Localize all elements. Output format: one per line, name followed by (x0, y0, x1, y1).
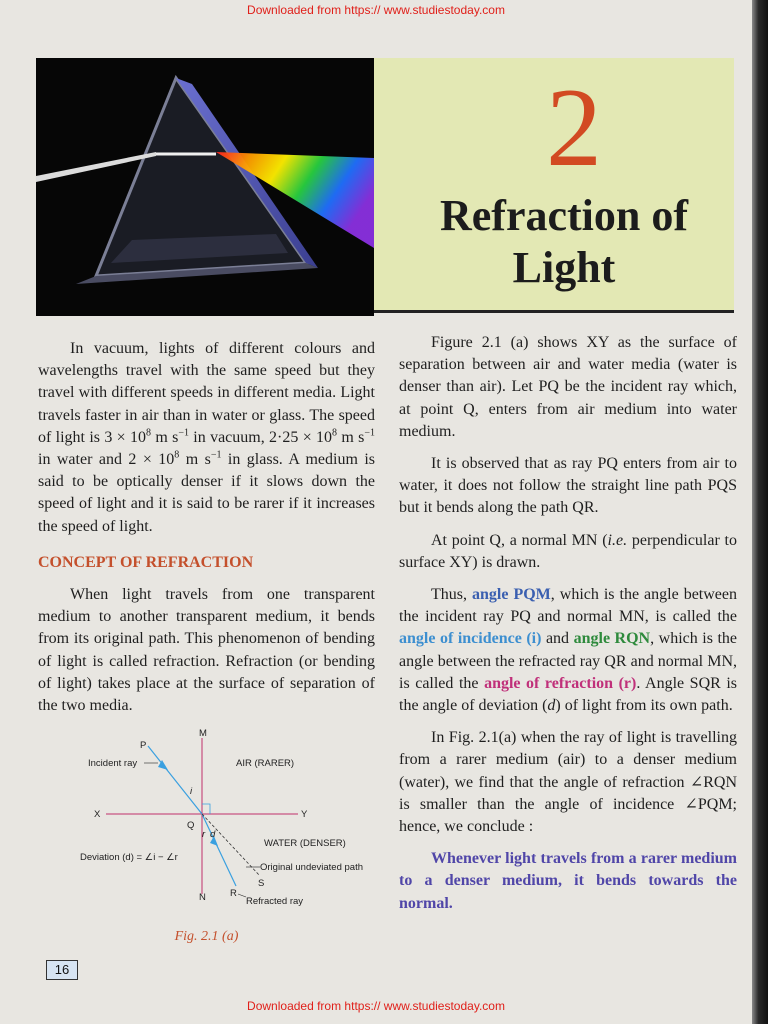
figure-caption: Fig. 2.1 (a) (174, 929, 239, 944)
paragraph-rarer-to-denser: In Fig. 2.1(a) when the ray of light is travelling from a rarer medium (air) to a denser medium (water), we find that the angle of refraction ∠RQN is smaller than the angle of incidence ∠PQM; hence, we conclude : (399, 729, 737, 836)
label-X: X (94, 809, 101, 820)
label-i: i (190, 786, 193, 797)
label-Q: Q (187, 820, 195, 831)
left-column (38, 338, 375, 717)
label-R: R (230, 888, 237, 899)
label-N: N (199, 892, 206, 903)
chapter-title-line1: Refraction of (439, 191, 688, 240)
chapter-title-line2: Light (512, 243, 616, 292)
paragraph-speed-of-light: In vacuum, lights of different colours and wavelengths travel with the same speed but they travel with different speeds in different media. Light travels faster in air than in water or glass. The speed of light is $3 \times 10^8$ m $s^{-1}$ in vacuum, $2\cdot 25 \times 10^8$ m $s^{-1}$ in water and $2 \times 10^8$ m $s^{-1}$ in glass. A medium is said to be optically denser if it slows down the speed of light and it is said to be rarer if it increases the speed of light. (38, 340, 376, 535)
paragraph-refraction-definition: When light travels from one transparent medium to another transparent medium, it bends from its original path. This phenomenon of bending of light is called refraction. Refraction (or bending of light) takes place at the surface of separation of the two media. (38, 586, 375, 715)
label-water: WATER (DENSER) (264, 838, 346, 849)
label-incident-ray: Incident ray (88, 758, 138, 769)
label-refracted-ray: Refracted ray (246, 896, 304, 907)
label-S: S (258, 878, 265, 889)
chapter-number: 2 (546, 66, 602, 190)
label-air: AIR (RARER) (236, 758, 295, 769)
paragraph-angles: Thus, angle PQM, which is the angle between the incident ray PQ and normal MN, is called the angle of incidence (i) and angle RQN, which is the angle between the refracted ray QR and normal MN, is called the angle of refraction (r). Angle SQR is the angle of deviation (d) of light from its own path. (399, 586, 738, 715)
label-Y: Y (301, 809, 308, 820)
watermark-top[interactable]: Downloaded from https:// www.studiestoday.com (247, 3, 505, 17)
label-r: r (202, 829, 206, 840)
label-d: d (210, 829, 216, 840)
paragraph-normal: At point Q, a normal MN (i.e. perpendicular to surface XY) is drawn. (399, 531, 737, 571)
refraction-diagram (78, 726, 378, 926)
chapter-banner (374, 58, 734, 313)
right-column (399, 332, 737, 915)
label-M: M (199, 728, 207, 739)
conclusion-statement: Whenever light travels from a rarer medium to a denser medium, it bends towards the normal. (399, 850, 737, 912)
prism-photo (36, 58, 374, 316)
keyword-angle-pqm: angle PQM (472, 586, 551, 604)
paragraph-observation: It is observed that as ray PQ enters from air to water, it does not follow the straight line path PQS but it bends along the path QR. (399, 455, 737, 517)
label-deviation: Deviation (d) = ∠i − ∠r (80, 852, 178, 863)
chapter-title (374, 190, 734, 294)
watermark-bottom[interactable]: Downloaded from https:// www.studiestoday.com (247, 999, 505, 1013)
page-edge (752, 0, 768, 1024)
label-original-path: Original undeviated path (260, 862, 363, 873)
paragraph-figure-description: Figure 2.1 (a) shows XY as the surface of separation between air and water media (water is denser than air). Let PQ be the incident ray which, at point Q, enters from air medium into water medium. (399, 334, 737, 440)
keyword-angle-rqn: angle RQN (573, 630, 651, 648)
prism-illustration (36, 58, 374, 316)
section-heading: CONCEPT OF REFRACTION (38, 553, 254, 571)
label-P: P (140, 740, 147, 751)
keyword-angle-of-incidence: angle of incidence (i) (399, 630, 542, 648)
keyword-angle-of-refraction: angle of refraction (r) (484, 674, 637, 692)
page-number: 16 (46, 960, 78, 980)
